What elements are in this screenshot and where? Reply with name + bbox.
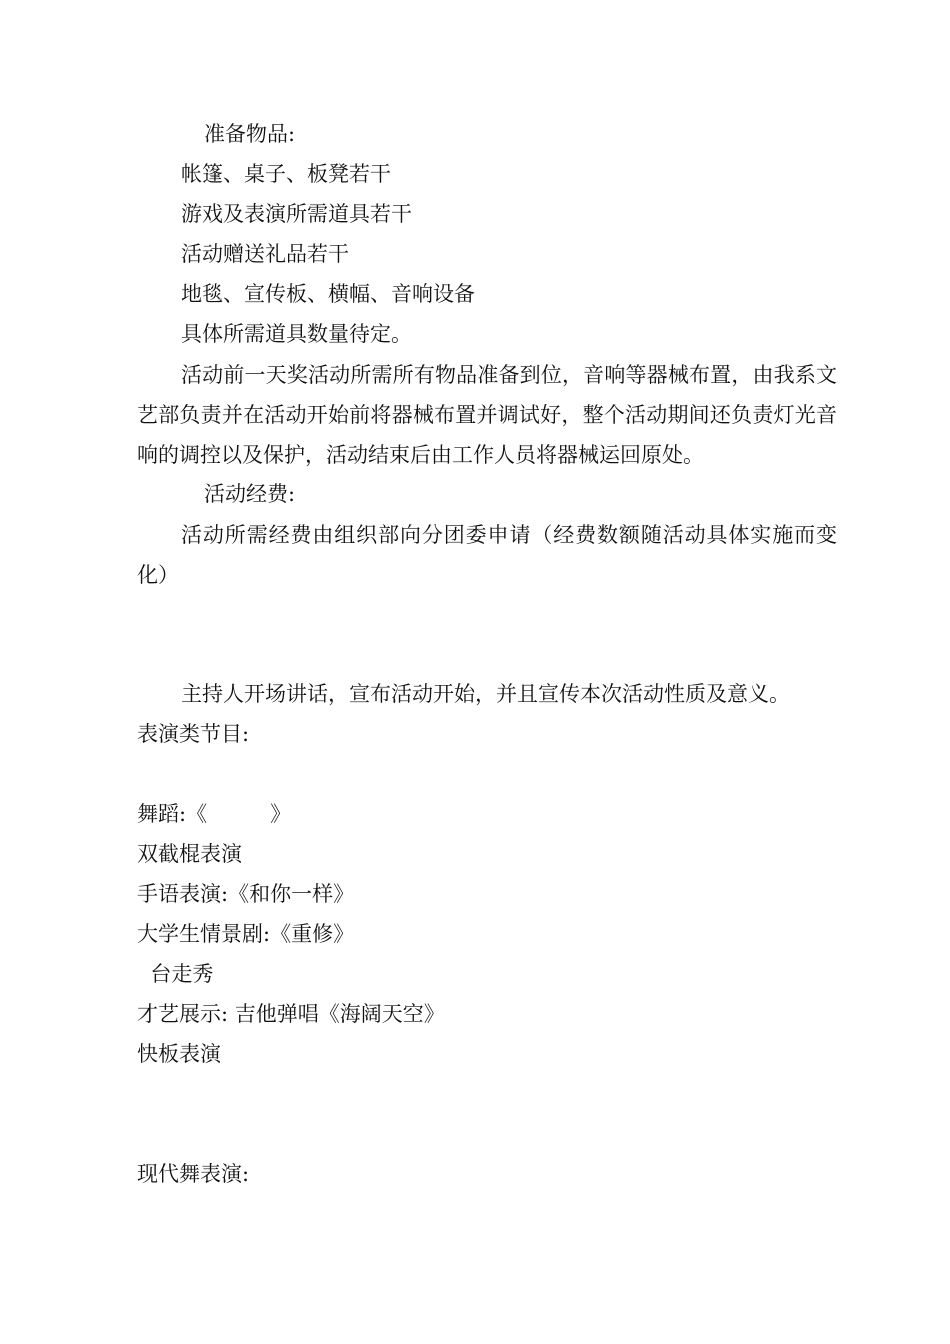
program-item: 才艺展示: 吉他弹唱《海阔天空》 <box>137 1002 445 1026</box>
prep-item: 游戏及表演所需道具若干 <box>181 202 412 226</box>
program-item: 快板表演 <box>137 1042 221 1066</box>
prep-item: 具体所需道具数量待定。 <box>181 322 412 346</box>
program-item: 大学生情景剧:《重修》 <box>137 922 355 946</box>
program-item: 双截棍表演 <box>137 842 242 866</box>
funds-paragraph: 活动所需经费由组织部向分团委申请（经费数额随活动具体实施而变化） <box>137 523 837 587</box>
program-item: 手语表演:《和你一样》 <box>137 882 355 906</box>
prep-item: 帐篷、桌子、板凳若干 <box>181 162 391 186</box>
prep-paragraph: 活动前一天奖活动所需所有物品准备到位，音响等器械布置，由我系文艺部负责并在活动开始前将器械布置并调试好，整个活动期间还负责灯光音响的调控以及保护，活动结束后由工作人员将器械运回原处。 <box>137 363 837 467</box>
prep-item: 地毯、宣传板、横幅、音响设备 <box>181 282 475 306</box>
prep-item: 活动赠送礼品若干 <box>181 242 349 266</box>
funds-heading: 活动经费: <box>204 482 296 506</box>
program-item: 台走秀 <box>137 962 214 986</box>
next-first-item: 现代舞表演: <box>137 1162 250 1186</box>
program-item: 舞蹈:《 》 <box>137 802 292 826</box>
performance-heading: 表演类节目: <box>137 722 250 746</box>
opening-speech: 主持人开场讲话，宣布活动开始，并且宣传本次活动性质及意义。 <box>181 682 790 706</box>
prep-heading: 准备物品: <box>204 122 296 146</box>
